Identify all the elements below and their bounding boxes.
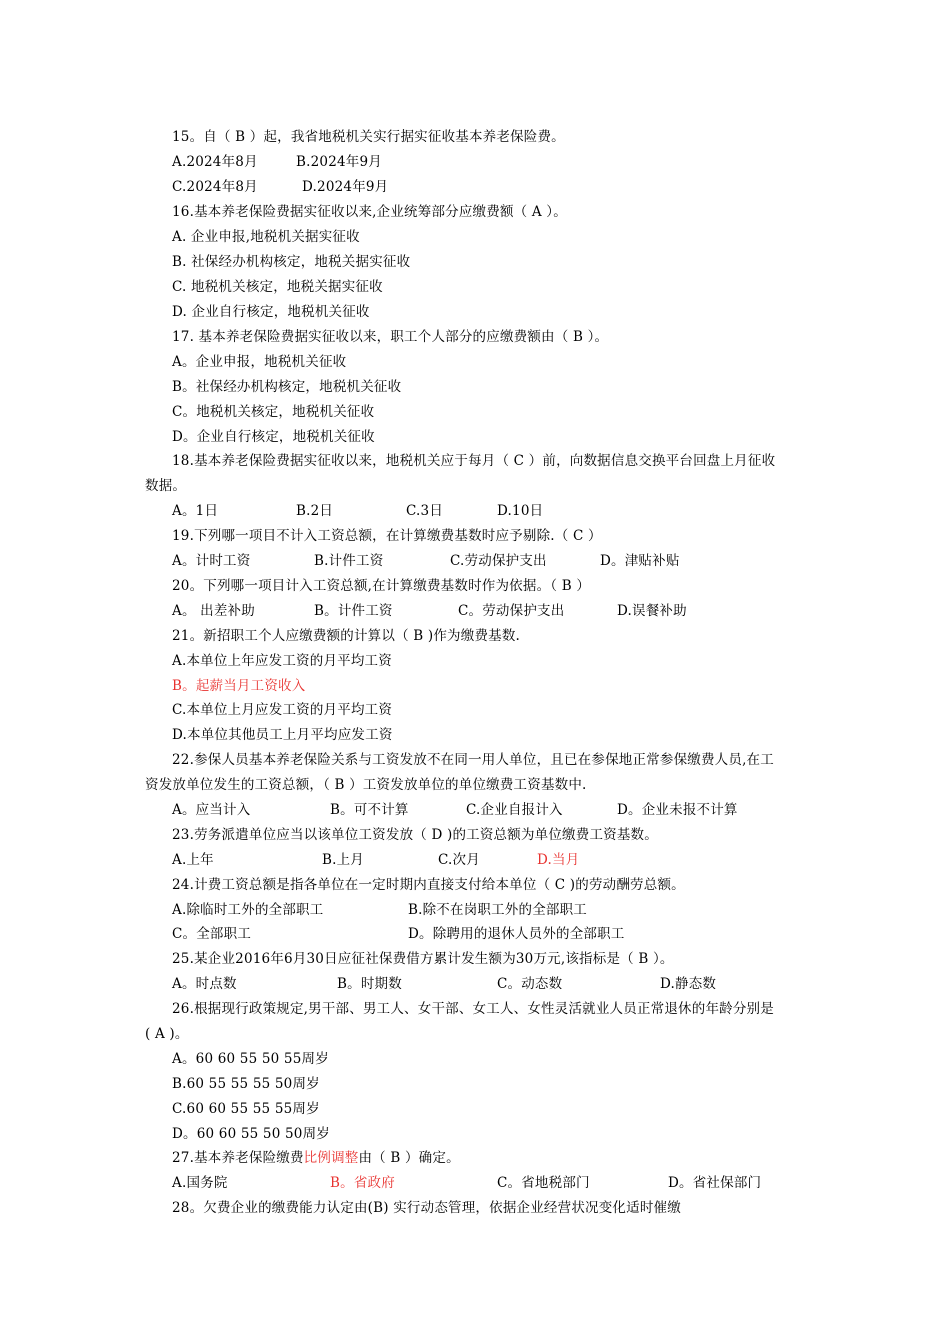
question-19-option-a: A。计时工资 [172,553,251,569]
question-20-option-c: C。劳动保护支出 [458,603,565,619]
question-26-stem-continued: ( A )。 [145,1026,189,1042]
question-24-option-a: A.除临时工外的全部职工 [172,902,324,918]
question-21-option-d: D.本单位其他员工上月平均应发工资 [172,727,393,743]
question-18-option-b: B.2日 [296,503,334,519]
question-15-option-c: C.2024年8月 [172,179,258,195]
question-23-option-b: B.上月 [322,852,365,868]
question-16-option-d: D. 企业自行核定，地税机关征收 [172,304,370,320]
question-16-option-b: B. 社保经办机构核定，地税关据实征收 [172,254,411,270]
question-18-stem: 18.基本养老保险费据实征收以来，地税机关应于每月（ C ）前，向数据信息交换平台回盘上月征收 [172,453,776,469]
question-25-option-a: A。时点数 [172,976,237,992]
question-16-option-c: C. 地税机关核定，地税关据实征收 [172,279,383,295]
question-26-option-c: C.60 60 55 55 55周岁 [172,1101,320,1117]
question-22-stem-continued: 资发放单位发生的工资总额，（ B ）工资发放单位的单位缴费工资基数中. [145,777,587,793]
question-22-option-d: D。企业未报不计算 [617,802,738,818]
question-21-option-a: A.本单位上年应发工资的月平均工资 [172,653,392,669]
question-23-option-a: A.上年 [172,852,214,868]
question-18-option-c: C.3日 [406,503,444,519]
question-26-stem: 26.根据现行政策规定,男干部、男工人、女干部、女工人、女性灵活就业人员正常退休的年龄分别是 [172,1001,774,1017]
question-23-stem: 23.劳务派遣单位应当以该单位工资发放（ D )的工资总额为单位缴费工资基数。 [172,827,658,843]
question-21-stem: 21。新招职工个人应缴费额的计算以（ B )作为缴费基数. [172,628,521,644]
question-18-option-d: D.10日 [497,503,544,519]
question-24-option-c: C。全部职工 [172,926,252,942]
question-22-option-a: A。应当计入 [172,802,251,818]
question-19-option-b: B.计件工资 [314,553,384,569]
question-23-option-c: C.次月 [438,852,480,868]
question-24-option-b: B.除不在岗职工外的全部职工 [408,902,588,918]
question-27-stem-highlight: 比例调整 [303,1150,359,1166]
question-21-option-b: B。起薪当月工资收入 [172,678,306,694]
question-20-option-d: D.误餐补助 [617,603,687,619]
question-25-option-b: B。时期数 [337,976,402,992]
question-17-option-b: B。社保经办机构核定，地税机关征收 [172,379,402,395]
question-18-stem-continued: 数据。 [145,478,187,494]
question-24-option-d: D。除聘用的退休人员外的全部职工 [408,926,625,942]
question-26-option-d: D。60 60 55 50 50周岁 [172,1126,330,1142]
question-25-option-c: C。动态数 [497,976,563,992]
question-27-option-a: A.国务院 [172,1175,228,1191]
question-17-option-c: C。地税机关核定，地税机关征收 [172,404,375,420]
question-15-option-d: D.2024年9月 [302,179,389,195]
question-20-stem: 20。下列哪一项目计入工资总额,在计算缴费基数时作为依据。（ B ） [172,578,591,594]
question-16-option-a: A. 企业申报,地税机关据实征收 [172,229,360,245]
question-23-option-d: D.当月 [537,852,580,868]
question-17-stem: 17. 基本养老保险费据实征收以来，职工个人部分的应缴费额由（ B ）。 [172,329,609,345]
question-19-option-d: D。津贴补贴 [600,553,680,569]
question-27-option-c: C。省地税部门 [497,1175,590,1191]
question-15-stem: 15。自（ B ）起，我省地税机关实行据实征收基本养老保险费。 [172,129,565,145]
question-22-stem: 22.参保人员基本养老保险关系与工资发放不在同一用人单位，且已在参保地正常参保缴费人员,在工 [172,752,774,768]
question-27-stem-prefix: 27.基本养老保险缴费 [172,1150,304,1166]
question-27-stem [172,1148,460,1168]
question-20-option-a: A。 出差补助 [172,603,255,619]
question-22-option-b: B。可不计算 [330,802,409,818]
question-26-option-b: B.60 55 55 55 50周岁 [172,1076,320,1092]
question-22-option-c: C.企业自报计入 [466,802,563,818]
question-20-option-b: B。计件工资 [314,603,393,619]
question-17-option-d: D。企业自行核定，地税机关征收 [172,429,375,445]
question-16-stem: 16.基本养老保险费据实征收以来,企业统筹部分应缴费额（ A ）。 [172,204,567,220]
question-17-option-a: A。企业申报，地税机关征收 [172,354,347,370]
question-25-option-d: D.静态数 [660,976,717,992]
question-28-stem: 28。欠费企业的缴费能力认定由(B) 实行动态管理，依据企业经营状况变化适时催缴 [172,1200,681,1216]
question-27-stem-suffix: 由（ B ）确定。 [358,1150,460,1166]
question-15-option-a: A.2024年8月 [172,154,258,170]
question-27-option-b: B。省政府 [330,1175,395,1191]
question-25-stem: 25.某企业2016年6月30日应征社保费借方累计发生额为30万元,该指标是（ B ）。 [172,951,674,967]
question-15-option-b: B.2024年9月 [296,154,382,170]
question-19-option-c: C.劳动保护支出 [450,553,547,569]
question-24-stem: 24.计费工资总额是指各单位在一定时期内直接支付给本单位（ C )的劳动酬劳总额。 [172,877,685,893]
question-21-option-c: C.本单位上月应发工资的月平均工资 [172,702,393,718]
question-26-option-a: A。60 60 55 50 55周岁 [172,1051,329,1067]
question-19-stem: 19.下列哪一项目不计入工资总额，在计算缴费基数时应予剔除.（ C ） [172,528,602,544]
question-18-option-a: A。1日 [172,503,219,519]
question-27-option-d: D。省社保部门 [668,1175,762,1191]
